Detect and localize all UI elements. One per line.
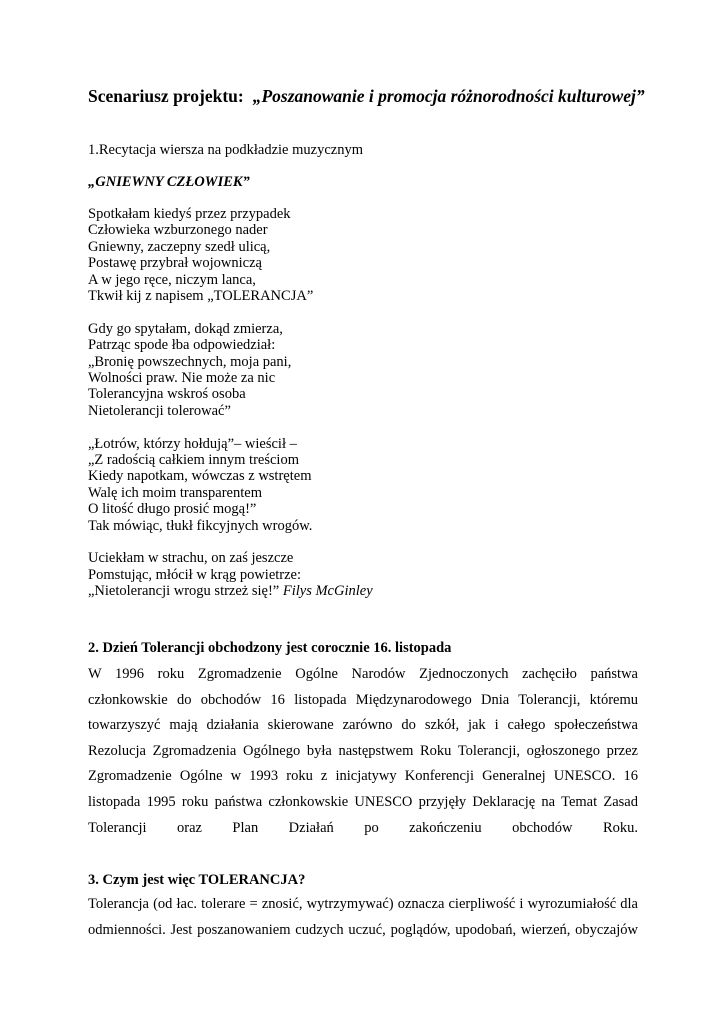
paragraph-line: W 1996 roku Zgromadzenie Ogólne Narodów Zjednoczonych zachęciło państwa [88,666,638,682]
paragraph-line: członkowskie do obchodów 16 listopada Międzynarodowego Dnia Tolerancji, któremu [88,691,638,708]
paragraph-line: odmienności. Jest poszanowaniem cudzych uczuć, poglądów, upodobań, wierzeń, obyczajów [88,921,638,938]
poem-line: Gniewny, zaczepny szedł ulicą, [88,238,271,255]
poem-line: Wolności praw. Nie może za nic [88,370,276,387]
poem-line: Patrząc spode łba odpowiedział: [88,337,276,354]
paragraph-line: Tolerancja (od łac. tolerare = znosić, wytrzymywać) oznacza cierpliwość i wyrozumiałość dla [88,896,638,912]
poem-line: Człowieka wzburzonego nader [88,222,268,239]
paragraph-line: Rezolucja Zgromadzenia Ogólnego była następstwem Roku Tolerancji, ogłoszonego przez [88,742,638,759]
poem-stanza-2 [88,321,648,419]
paragraph-line: listopada 1995 roku państwa członkowskie UNESCO przyjęły Deklarację na Temat Zasad [88,793,638,810]
poem-line: Tak mówiąc, tłukł fikcyjnych wrogów. [88,517,313,534]
poem-line: Tkwił kij z napisem „TOLERANCJA” [88,288,314,305]
poem-stanza-4 [88,550,648,599]
poem-line: Walę ich moim transparentem [88,484,262,501]
poem-line: Nietolerancji tolerować” [88,402,231,419]
section-3-paragraph [88,892,638,943]
poem-line: Postawę przybrał wojowniczą [88,255,262,272]
poem-line: Uciekłam w strachu, on zaś jeszcze [88,550,294,567]
poem-line: „Z radością całkiem innym treściom [88,452,299,469]
poem-line: O litość długo prosić mogą!” [88,501,257,518]
poem-line-with-author [88,583,648,599]
poem-line: Gdy go spytałam, dokąd zmierza, [88,320,283,337]
poem-line: Tolerancyjna wskroś osoba [88,386,246,403]
poem-stanza-3 [88,436,648,534]
title-subject: „Poszanowanie i promocja różnorodności kulturowej” [252,86,645,106]
poem-title: „GNIEWNY CZŁOWIEK” [88,174,250,190]
paragraph-line: Tolerancji oraz Plan Działań po zakończeniu obchodów Roku. [88,819,638,836]
poem-line: Pomstując, młócił w krąg powietrze: [88,566,302,583]
paragraph-line: towarzyszyć mają działania skierowane zarówno do szkół, jak i całego społeczeństwa [88,717,638,734]
section-2-paragraph [88,662,638,841]
poem-line: „Nietolerancji wrogu strzeż się!” [88,583,280,600]
item-1-recitation: 1.Recytacja wiersza na podkładzie muzycznym [88,142,363,158]
poem-line: „Łotrów, którzy hołdują”– wieścił – [88,435,297,452]
poem-author: Filys McGinley [282,583,373,600]
poem [88,206,648,600]
title-label: Scenariusz projektu: [88,86,244,106]
document-title [88,86,645,107]
section-3-heading: 3. Czym jest więc TOLERANCJA? [88,872,306,888]
paragraph-line: Zgromadzenie Ogólne w 1993 roku z inicjatywy Konferencji Generalnej UNESCO. 16 [88,768,638,785]
poem-line: Kiedy napotkam, wówczas z wstrętem [88,468,312,485]
poem-stanza-1 [88,206,648,304]
poem-line: A w jego ręce, niczym lanca, [88,271,256,288]
poem-line: Spotkałam kiedyś przez przypadek [88,206,291,222]
section-2-heading: 2. Dzień Tolerancji obchodzony jest corocznie 16. listopada [88,640,452,656]
poem-line: „Bronię powszechnych, moja pani, [88,353,292,370]
